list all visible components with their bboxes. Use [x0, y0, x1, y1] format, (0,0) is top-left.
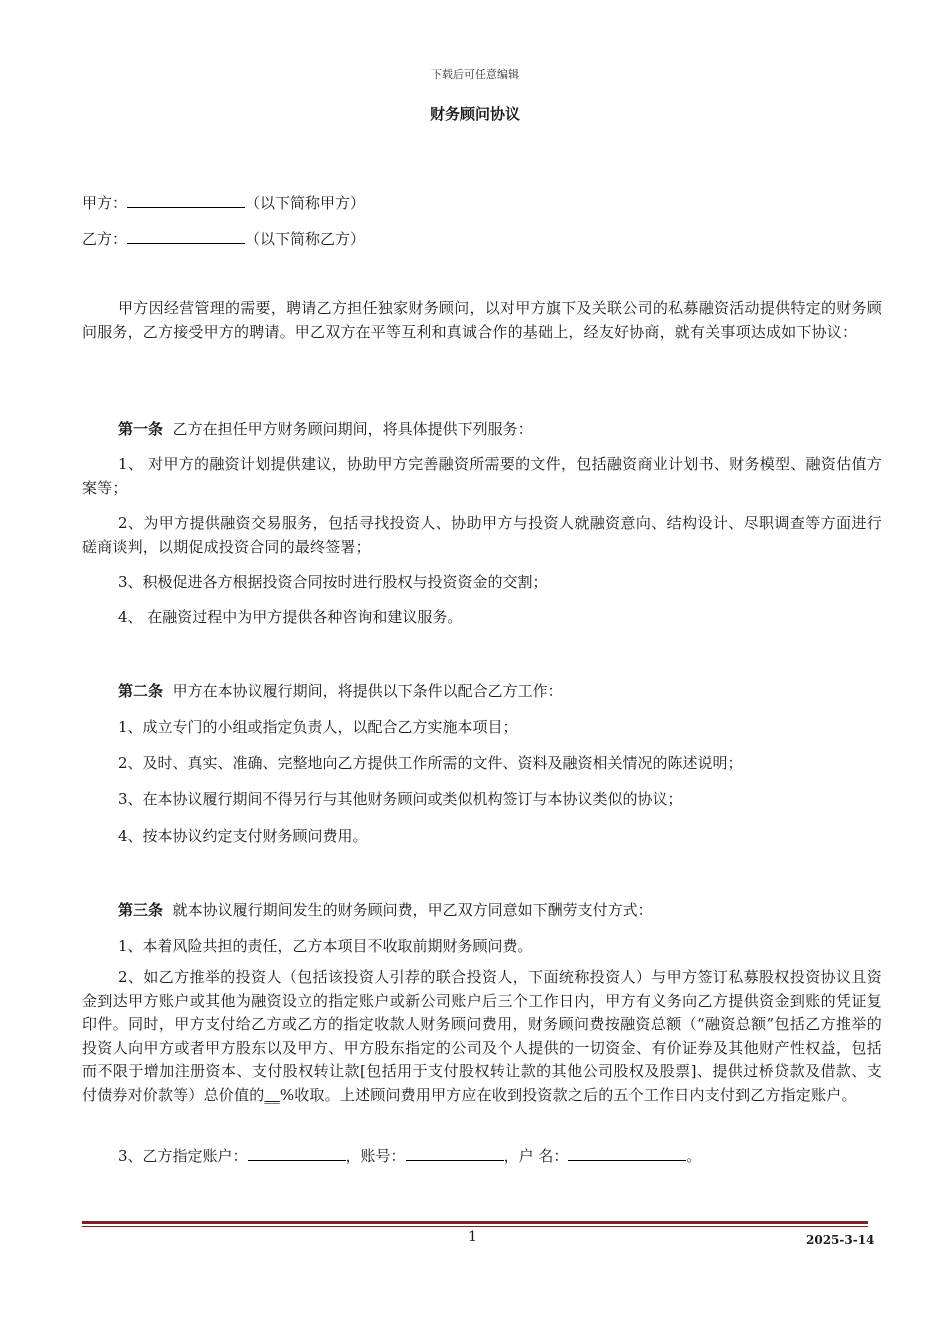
article-3-item-2 — [82, 966, 882, 1107]
account-number-blank — [406, 1146, 504, 1161]
article-3-item-3 — [118, 1145, 701, 1166]
page-number: 1 — [468, 1229, 477, 1245]
account-blank — [248, 1146, 346, 1161]
party-a-suffix: （以下简称甲方） — [245, 194, 366, 212]
article-3-text: 就本协议履行期间发生的财务顾问费，甲乙双方同意如下酬劳支付方式： — [172, 901, 653, 919]
article-1-line — [118, 418, 533, 439]
account-label: 3、乙方指定账户： — [118, 1147, 248, 1165]
article-1-item-2: 2、为甲方提供融资交易服务，包括寻找投资人、协助甲方与投资人就融资意向、结构设计、尽职调查等方面进行磋商谈判，以期促成投资合同的最终签署； — [82, 514, 882, 556]
footer-date: 2025-3-14 — [806, 1233, 875, 1247]
article-2-item-1: 1、成立专门的小组或指定负责人，以配合乙方实施本项目； — [118, 718, 518, 736]
article-1-heading: 第一条 — [118, 420, 164, 438]
percent-blank: __ — [264, 1085, 280, 1104]
article-3-heading: 第三条 — [118, 901, 164, 919]
article-1-item-1: 1、 对甲方的融资计划提供建议，协助甲方完善融资所需要的文件，包括融资商业计划书、财务模型、融资估值方案等； — [82, 455, 882, 497]
article-3-item-2-text-b: %收取。上述顾问费用甲方应在收到投资款之后的五个工作日内支付到乙方指定账户。 — [279, 1085, 857, 1104]
party-b-label: 乙方： — [82, 230, 128, 248]
party-a-label: 甲方： — [82, 194, 128, 212]
article-3-item-1: 1、本着风险共担的责任，乙方本项目不收取前期财务顾问费。 — [118, 937, 533, 955]
party-a-line — [82, 192, 365, 213]
article-3-line — [118, 899, 653, 920]
party-b-blank — [127, 229, 245, 244]
header-note: 下载后可任意编辑 — [431, 68, 519, 81]
article-1-text: 乙方在担任甲方财务顾问期间，将具体提供下列服务： — [172, 420, 533, 438]
account-number-label: ，账号： — [345, 1147, 406, 1165]
account-line-end: 。 — [686, 1147, 702, 1165]
footer-rule — [82, 1221, 868, 1224]
article-2-item-4: 4、按本协议约定支付财务顾问费用。 — [118, 827, 368, 845]
party-b-suffix: （以下简称乙方） — [245, 230, 366, 248]
footer-rule-thin — [82, 1226, 868, 1227]
article-2-item-2: 2、及时、真实、准确、完整地向乙方提供工作所需的文件、资料及融资相关情况的陈述说明； — [118, 754, 743, 772]
account-holder-label: ，户 名： — [503, 1147, 569, 1165]
article-2-heading: 第二条 — [118, 682, 164, 700]
account-holder-blank — [568, 1146, 686, 1161]
party-a-blank — [127, 193, 245, 208]
party-b-line — [82, 228, 365, 249]
article-2-text: 甲方在本协议履行期间，将提供以下条件以配合乙方工作： — [172, 682, 563, 700]
article-3-item-2-text-a: 2、如乙方推举的投资人（包括该投资人引荐的联合投资人，下面统称投资人）与甲方签订私募股权投资协议且资金到达甲方账户或其他为融资设立的指定账户或新公司账户后三个工作日内，甲方有义务向乙方提供资金到账的凭证复印件。同时，甲方支付给乙方或乙方的指定收款人财务顾问费用，财务顾问费按融资总额（“融资总额”包括乙方推举的投资人向甲方或者甲方股东以及甲方、甲方股东指定的公司及个人提供的一切资金、有价证券及其他财产性权益，包括而不限于增加注册资本、支付股权转让款[包括用于支付股权转让款的其他公司股权及股票]、提供过桥贷款及借款、支付债券对价款等）总价值的 — [82, 968, 882, 1104]
article-1-item-3: 3、积极促进各方根据投资合同按时进行股权与投资资金的交割； — [118, 573, 548, 591]
page-title: 财务顾问协议 — [429, 105, 520, 123]
article-2-item-3: 3、在本协议履行期间不得另行与其他财务顾问或类似机构签订与本协议类似的协议； — [118, 790, 683, 808]
article-1-item-4: 4、 在融资过程中为甲方提供各种咨询和建议服务。 — [118, 608, 463, 626]
intro-paragraph: 甲方因经营管理的需要，聘请乙方担任独家财务顾问，以对甲方旗下及关联公司的私募融资活动提供特定的财务顾问服务，乙方接受甲方的聘请。甲乙双方在平等互利和真诚合作的基础上，经友好协商，就有关事项达成如下协议： — [82, 299, 882, 341]
article-2-line — [118, 680, 563, 701]
